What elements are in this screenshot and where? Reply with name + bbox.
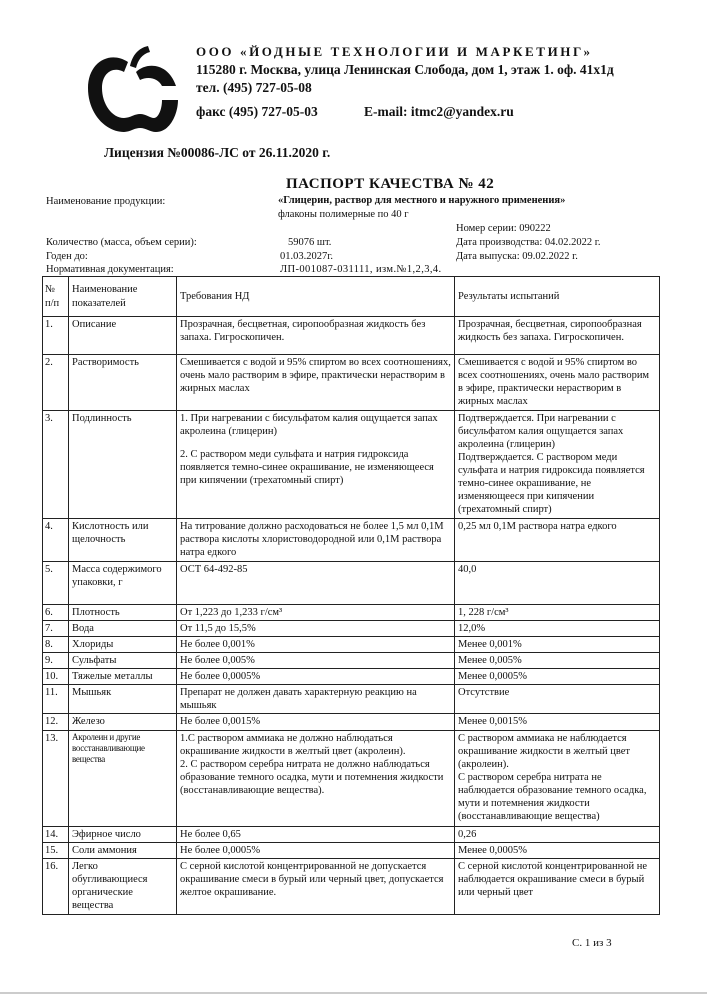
row-indicator: Эфирное число (69, 826, 177, 842)
normative-doc-value: ЛП-001087-031111, изм.№1,2,3,4. (280, 264, 442, 275)
header-number: № п/п (43, 277, 69, 317)
table-row (43, 842, 660, 858)
table-header-row (43, 277, 660, 317)
row-indicator: Плотность (69, 604, 177, 620)
table-row (43, 317, 660, 355)
row-requirement (177, 730, 455, 826)
row-indicator: Масса содержимого упаковки, г (69, 561, 177, 604)
row-requirement: Смешивается с водой и 95% спиртом во всех соотношениях, очень мало растворим в эфире, практически нерастворим в жирных маслах (177, 355, 455, 411)
row-indicator: Подлинность (69, 410, 177, 518)
table-row (43, 685, 660, 714)
requirement-part-1: 1.С раствором аммиака не должно наблюдаться окрашивание жидкости в желтый цвет (акролеин). (180, 732, 406, 757)
table-row (43, 669, 660, 685)
row-number: 8. (43, 636, 69, 652)
row-result (455, 730, 660, 826)
row-requirement: Препарат не должен давать характерную реакцию на мышьяк (177, 685, 455, 714)
row-result: 40,0 (455, 561, 660, 604)
row-indicator: Вода (69, 620, 177, 636)
valid-until-label: Годен до: (46, 251, 88, 262)
row-result: Менее 0,0015% (455, 714, 660, 730)
serial-number: Номер серии: 090222 (456, 223, 551, 234)
row-indicator: Акролеин и другие восстанавливающие вещества (69, 730, 177, 826)
row-number: 12. (43, 714, 69, 730)
table-row (43, 604, 660, 620)
table-row (43, 826, 660, 842)
row-requirement (177, 410, 455, 518)
result-part-2: С раствором серебра нитрата не наблюдается образование темного осадка, мути и потемнения жидкости (восстанавливающие вещества) (458, 771, 647, 823)
row-requirement: ОСТ 64-492-85 (177, 561, 455, 604)
requirement-part-2: 2. С раствором меди сульфата и натрия гидроксида появляется темно-синее окрашивание, не изменяющееся при кипячении (трехатомный спирт) (180, 448, 434, 486)
row-indicator: Сульфаты (69, 652, 177, 668)
row-number: 3. (43, 410, 69, 518)
row-number: 14. (43, 826, 69, 842)
result-part-1: С раствором аммиака не наблюдается окрашивание жидкости в желтый цвет (акролеин). (458, 732, 631, 770)
row-number: 2. (43, 355, 69, 411)
company-email: E-mail: itmc2@yandex.ru (364, 104, 514, 119)
row-requirement: Прозрачная, бесцветная, сиропообразная жидкость без запаха. Гигроскопичен. (177, 317, 455, 355)
table-row (43, 518, 660, 561)
document-title: ПАСПОРТ КАЧЕСТВА № 42 (286, 176, 495, 192)
company-contacts (196, 104, 514, 120)
row-indicator: Железо (69, 714, 177, 730)
table-row (43, 561, 660, 604)
company-fax: факс (495) 727-05-03 (196, 104, 318, 119)
table-row (43, 355, 660, 411)
row-indicator: Описание (69, 317, 177, 355)
result-part-2: Подтверждается. С раствором меди сульфата и натрия гидроксида появляется темно-синее окрашивание, не изменяющееся при кипячении (трехатомный спирт) (458, 451, 645, 516)
row-result: Менее 0,0005% (455, 669, 660, 685)
row-number: 5. (43, 561, 69, 604)
row-result: Менее 0,001% (455, 636, 660, 652)
row-requirement: На титрование должно расходоваться не более 1,5 мл 0,1М раствора кислоты хлористоводородной или 0,1М раствора натра едкого (177, 518, 455, 561)
table-row (43, 652, 660, 668)
product-name: «Глицерин, раствор для местного и наружного применения» (278, 195, 566, 206)
header-requirements: Требования НД (177, 277, 455, 317)
row-requirement: Не более 0,65 (177, 826, 455, 842)
row-number: 9. (43, 652, 69, 668)
row-number: 16. (43, 858, 69, 914)
release-date: Дата выпуска: 09.02.2022 г. (456, 251, 578, 262)
company-logo-icon (84, 44, 180, 136)
row-indicator: Растворимость (69, 355, 177, 411)
row-result: 1, 228 г/см³ (455, 604, 660, 620)
table-row (43, 620, 660, 636)
row-requirement: Не более 0,0005% (177, 669, 455, 685)
quantity-label: Количество (масса, объем серии): (46, 237, 197, 248)
normative-doc-label: Нормативная документация: (46, 264, 174, 275)
product-form: флаконы полимерные по 40 г (278, 209, 409, 220)
table-row (43, 410, 660, 518)
row-result: 0,25 мл 0,1М раствора натра едкого (455, 518, 660, 561)
page-number: С. 1 из 3 (572, 937, 612, 949)
company-phone: тел. (495) 727-05-08 (196, 80, 312, 95)
row-number: 13. (43, 730, 69, 826)
row-result: Менее 0,005% (455, 652, 660, 668)
row-number: 4. (43, 518, 69, 561)
row-indicator: Тяжелые металлы (69, 669, 177, 685)
row-result: 0,26 (455, 826, 660, 842)
row-number: 6. (43, 604, 69, 620)
row-requirement: Не более 0,005% (177, 652, 455, 668)
valid-until-value: 01.03.2027г. (280, 251, 333, 262)
row-result (455, 410, 660, 518)
row-requirement: От 11,5 до 15,5% (177, 620, 455, 636)
row-requirement: От 1,223 до 1,233 г/см³ (177, 604, 455, 620)
table-row (43, 714, 660, 730)
result-part-1: Подтверждается. При нагревании с бисульфатом калия ощущается запах акролеина (глицерин) (458, 412, 624, 450)
row-result: 12,0% (455, 620, 660, 636)
production-date: Дата производства: 04.02.2022 г. (456, 237, 601, 248)
row-number: 10. (43, 669, 69, 685)
license-number: Лицензия №00086-ЛС от 26.11.2020 г. (104, 145, 331, 160)
company-address: 115280 г. Москва, улица Ленинская Слобода, дом 1, этаж 1. оф. 41х1д (196, 62, 614, 77)
row-indicator: Соли аммония (69, 842, 177, 858)
requirement-part-1: 1. При нагревании с бисульфатом калия ощущается запах акролеина (глицерин) (180, 412, 438, 437)
table-row (43, 730, 660, 826)
table-row (43, 858, 660, 914)
row-number: 7. (43, 620, 69, 636)
row-requirement: Не более 0,0015% (177, 714, 455, 730)
row-requirement: Не более 0,0005% (177, 842, 455, 858)
row-number: 15. (43, 842, 69, 858)
row-indicator: Хлориды (69, 636, 177, 652)
row-number: 11. (43, 685, 69, 714)
row-result: Смешивается с водой и 95% спиртом во всех соотношениях, очень мало растворим в эфире, практически нерастворим в жирных маслах (455, 355, 660, 411)
row-number: 1. (43, 317, 69, 355)
row-indicator: Мышьяк (69, 685, 177, 714)
row-result: Менее 0,0005% (455, 842, 660, 858)
row-result: С серной кислотой концентрированной не наблюдается окрашивание смеси в бурый или черный цвет (455, 858, 660, 914)
header-results: Результаты испытаний (455, 277, 660, 317)
company-name: ООО «ЙОДНЫЕ ТЕХНОЛОГИИ И МАРКЕТИНГ» (196, 44, 593, 59)
row-indicator: Кислотность или щелочность (69, 518, 177, 561)
quality-table (42, 276, 660, 915)
row-requirement: С серной кислотой концентрированной не допускается окрашивание смеси в бурый или черный цвет, допускается желтое окрашивание. (177, 858, 455, 914)
header-indicator: Наименование показателей (69, 277, 177, 317)
row-indicator: Легко обугливающиеся органические вещества (69, 858, 177, 914)
table-row (43, 636, 660, 652)
row-result: Прозрачная, бесцветная, сиропообразная жидкость без запаха. Гигроскопичен. (455, 317, 660, 355)
product-name-label: Наименование продукции: (46, 196, 166, 207)
requirement-part-2: 2. С раствором серебра нитрата не должно наблюдаться образование темного осадка, мути и потемнения жидкости (восстанавливающие вещества). (180, 758, 444, 796)
scan-edge-divider (0, 992, 707, 994)
row-requirement: Не более 0,001% (177, 636, 455, 652)
row-result: Отсутствие (455, 685, 660, 714)
quantity-value: 59076 шт. (288, 237, 332, 248)
